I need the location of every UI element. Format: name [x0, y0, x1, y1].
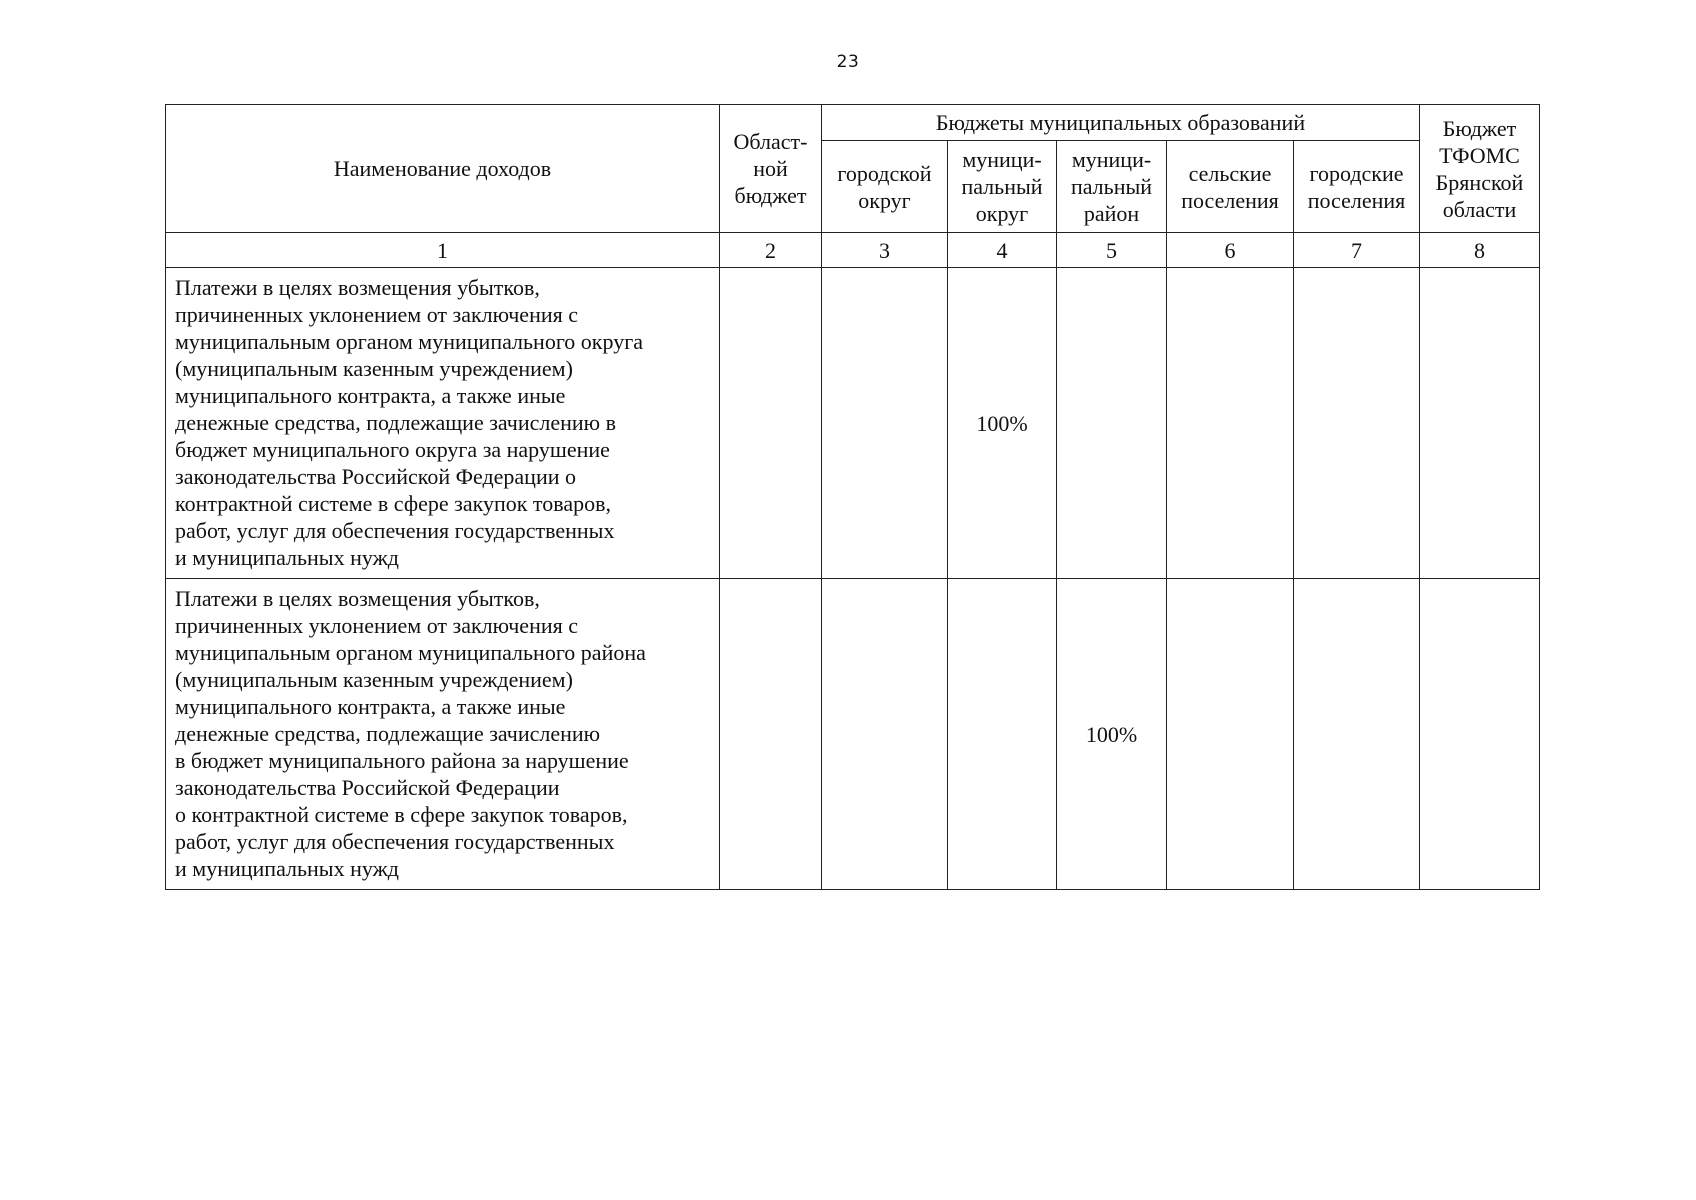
- regional-budget-share: [720, 579, 822, 890]
- revenue-name-cell: [166, 268, 720, 579]
- header-rural-settlements-line-2: поселения: [1181, 187, 1279, 213]
- header-municipal-district: [948, 141, 1057, 233]
- rural-settlements-share: [1167, 268, 1294, 579]
- revenue-name-line: (муниципальным казенным учреждением): [175, 356, 573, 381]
- header-municipal-area-line-2: пальный: [1070, 174, 1153, 199]
- municipal-district-share: [948, 579, 1057, 890]
- city-district-share: [822, 268, 948, 579]
- header-municipal-area-line-1: муници-: [1071, 147, 1152, 172]
- revenue-name-line: работ, услуг для обеспечения государственных: [175, 829, 615, 854]
- revenue-name-line: муниципального контракта, а также иные: [175, 694, 566, 719]
- revenue-name-line: (муниципальным казенным учреждением): [175, 667, 573, 692]
- revenue-name-cell: [166, 579, 720, 890]
- header-regional-budget: [720, 105, 822, 233]
- revenue-name-line: о контрактной системе в сфере закупок товаров,: [175, 802, 628, 827]
- header-city-district-line-1: городской: [837, 160, 932, 186]
- column-number-row: [166, 233, 1540, 268]
- header-tfoms-budget: [1420, 105, 1540, 233]
- revenue-name-line: муниципального контракта, а также иные: [175, 383, 566, 408]
- header-municipal-district-line-3: округ: [975, 201, 1029, 226]
- revenue-name-line: причиненных уклонением от заключения с: [175, 613, 578, 638]
- revenue-name-line: денежные средства, подлежащие зачислению в: [175, 410, 616, 435]
- revenue-distribution-table: [165, 104, 1540, 890]
- column-number: 5: [1057, 233, 1167, 268]
- header-revenue-name: Наименование доходов: [166, 105, 720, 233]
- regional-budget-share: [720, 268, 822, 579]
- column-number: 2: [720, 233, 822, 268]
- header-regional-line-1: Област-: [733, 129, 808, 154]
- header-municipal-district-line-1: муници-: [962, 147, 1042, 172]
- revenue-name-line: причиненных уклонением от заключения с: [175, 302, 578, 327]
- column-number: 8: [1420, 233, 1540, 268]
- header-tfoms-line-2: ТФОМС: [1439, 142, 1520, 168]
- revenue-name-line: и муниципальных нужд: [175, 856, 399, 881]
- revenue-name-line: работ, услуг для обеспечения государственных: [175, 518, 615, 543]
- municipal-area-share: [1057, 268, 1167, 579]
- header-regional-line-3: бюджет: [734, 183, 807, 208]
- header-rural-settlements-line-1: сельские: [1188, 160, 1272, 186]
- column-number: 1: [166, 233, 720, 268]
- revenue-name-line: законодательства Российской Федерации: [175, 775, 560, 800]
- municipal-district-share: 100%: [948, 268, 1057, 579]
- header-tfoms-line-3: Брянской: [1435, 169, 1524, 195]
- revenue-name-line: в бюджет муниципального района за нарушение: [175, 748, 629, 773]
- revenue-name-line: контрактной системе в сфере закупок товаров,: [175, 491, 611, 516]
- header-municipal-area-line-3: район: [1083, 201, 1140, 226]
- table-row: [166, 268, 1540, 579]
- header-municipal-budgets: Бюджеты муниципальных образований: [822, 105, 1420, 141]
- header-municipal-area: [1057, 141, 1167, 233]
- header-tfoms-line-1: Бюджет: [1442, 115, 1517, 141]
- header-urban-settlements-line-2: поселения: [1307, 187, 1406, 213]
- header-city-district-line-2: округ: [858, 187, 911, 213]
- revenue-name-line: законодательства Российской Федерации о: [175, 464, 577, 489]
- revenue-name-line: Платежи в целях возмещения убытков,: [175, 586, 540, 611]
- header-regional-line-2: ной: [753, 156, 788, 181]
- header-urban-settlements: [1294, 141, 1420, 233]
- header-city-district: [822, 141, 948, 233]
- urban-settlements-share: [1294, 579, 1420, 890]
- revenue-name-line: муниципальным органом муниципального района: [175, 640, 646, 665]
- revenue-name-line: и муниципальных нужд: [175, 545, 399, 570]
- header-tfoms-line-4: области: [1442, 196, 1517, 222]
- revenue-name-line: Платежи в целях возмещения убытков,: [175, 275, 540, 300]
- rural-settlements-share: [1167, 579, 1294, 890]
- city-district-share: [822, 579, 948, 890]
- column-number: 7: [1294, 233, 1420, 268]
- revenue-name-line: бюджет муниципального округа за нарушение: [175, 437, 610, 462]
- column-number: 4: [948, 233, 1057, 268]
- page-number: 23: [836, 52, 860, 72]
- municipal-area-share: 100%: [1057, 579, 1167, 890]
- header-urban-settlements-line-1: городские: [1309, 160, 1404, 186]
- tfoms-budget-share: [1420, 579, 1540, 890]
- urban-settlements-share: [1294, 268, 1420, 579]
- revenue-name-line: денежные средства, подлежащие зачислению: [175, 721, 601, 746]
- tfoms-budget-share: [1420, 268, 1540, 579]
- revenue-name-line: муниципальным органом муниципального округа: [175, 329, 643, 354]
- column-number: 3: [822, 233, 948, 268]
- table-row: [166, 579, 1540, 890]
- header-municipal-district-line-2: пальный: [961, 174, 1043, 199]
- header-rural-settlements: [1167, 141, 1294, 233]
- column-number: 6: [1167, 233, 1294, 268]
